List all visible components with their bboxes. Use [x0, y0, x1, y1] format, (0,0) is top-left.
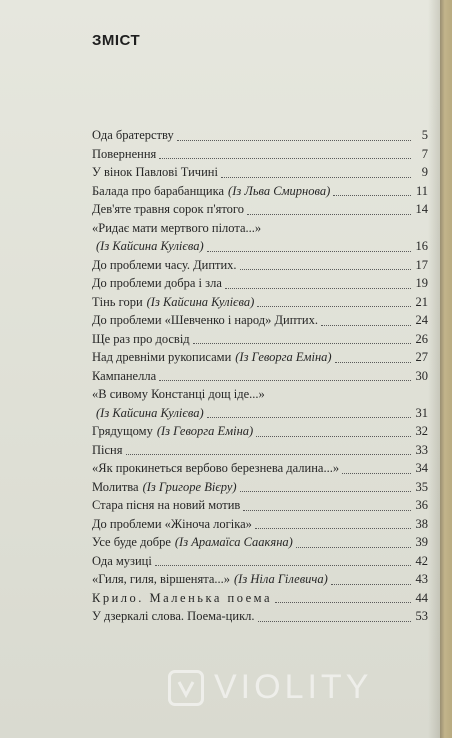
toc-entry: [92, 554, 428, 573]
toc-entry-translation-note: (Із Геворга Еміна): [235, 350, 332, 364]
toc-leader-dots: [342, 473, 411, 474]
toc-entry-title: Крило. Маленька поема: [92, 590, 273, 605]
toc-entry: [92, 202, 428, 221]
toc-entry-title: «Як прокинеться вербово березнева далина...»: [92, 461, 340, 475]
toc-leader-dots: [207, 417, 411, 418]
toc-entry: [92, 572, 428, 591]
toc-page-number: 38: [415, 516, 428, 531]
toc-page-number: 24: [415, 313, 428, 327]
toc-leader-dots: [275, 602, 411, 603]
toc-entry-translation-note: (Із Кайсина Кулієва): [96, 405, 204, 420]
toc-page-number: 32: [415, 424, 428, 438]
toc-entry-title: Ще раз про досвід: [92, 331, 190, 346]
toc-page-number: 9: [421, 165, 428, 179]
toc-entry-title: У вінок Павлові Тичині: [92, 165, 218, 179]
toc-entry-title: До проблеми «Шевченко і народ» Диптих.: [92, 313, 318, 327]
toc-entry: [92, 443, 428, 462]
toc-leader-dots: [258, 621, 412, 622]
toc-page-number: 42: [415, 553, 428, 568]
page-gutter-shadow: [428, 0, 440, 738]
toc-entry: [92, 276, 428, 295]
toc-entry: [92, 258, 428, 277]
toc-page-number: 19: [415, 276, 428, 290]
toc-entry: [92, 221, 428, 240]
toc-page-number: 31: [415, 405, 428, 420]
toc-entry: [92, 498, 428, 517]
toc-leader-dots: [221, 177, 411, 178]
toc-leader-dots: [296, 547, 411, 548]
toc-leader-dots: [333, 195, 411, 196]
toc-entry: [92, 406, 428, 425]
toc-entry-translation-note: (Із Григоре Вієру): [142, 479, 237, 494]
toc-entry-translation-note: (Із Льва Смирнова): [228, 183, 331, 198]
toc-entry-title: Дев'яте травня сорок п'ятого: [92, 202, 244, 216]
toc-entry: [92, 239, 428, 258]
toc-entry-title: Усе буде добре: [92, 535, 171, 549]
toc-page-number: 43: [415, 572, 428, 586]
toc-page-number: 35: [415, 479, 428, 494]
toc-entry: [92, 295, 428, 314]
toc-entry-title: До проблеми часу. Диптих.: [92, 257, 237, 272]
toc-leader-dots: [126, 454, 412, 455]
page-heading: ЗМІСТ: [92, 32, 141, 49]
toc-entry: [92, 350, 428, 369]
toc-entry-title: У дзеркалі слова. Поема-цикл.: [92, 609, 255, 623]
toc-leader-dots: [257, 306, 411, 307]
toc-page-number: 34: [415, 461, 428, 475]
toc-entry: [92, 165, 428, 184]
toc-entry: [92, 369, 428, 388]
toc-leader-dots: [240, 491, 411, 492]
toc-leader-dots: [335, 362, 411, 363]
toc-entry: [92, 128, 428, 147]
toc-leader-dots: [240, 269, 411, 270]
toc-entry: [92, 332, 428, 351]
toc-entry-title: «В сивому Констанці дощ іде...»: [92, 387, 265, 401]
toc-entry-translation-note: (Із Геворга Еміна): [156, 424, 254, 438]
toc-leader-dots: [243, 510, 411, 511]
toc-page-number: 30: [415, 368, 428, 383]
toc-leader-dots: [256, 436, 411, 437]
toc-entry-translation-note: (Із Арамаїса Саакяна): [174, 535, 293, 549]
toc-entry-title: Ода музиці: [92, 553, 152, 568]
toc-page-number: 17: [415, 257, 428, 272]
toc-page-number: 26: [415, 331, 428, 346]
toc-entry: [92, 461, 428, 480]
toc-entry: [92, 424, 428, 443]
toc-entry-title: Тінь гори: [92, 294, 143, 309]
watermark-logo-icon: [168, 670, 204, 706]
toc-entry-title: Над древніми рукописами: [92, 350, 232, 364]
toc-page-number: 27: [415, 350, 428, 364]
toc-entry: [92, 313, 428, 332]
toc-leader-dots: [255, 528, 411, 529]
toc-page-number: 44: [415, 590, 428, 605]
toc-entry-title: До проблеми «Жіноча логіка»: [92, 516, 252, 531]
toc-entry: [92, 147, 428, 166]
table-of-contents: [92, 128, 428, 628]
toc-page-number: 53: [415, 609, 428, 623]
toc-page-number: 14: [415, 202, 428, 216]
toc-entry-title: «Гиля, гиля, віршенята...»: [92, 572, 231, 586]
toc-page-number: 39: [415, 535, 428, 549]
toc-entry: [92, 517, 428, 536]
toc-leader-dots: [159, 158, 411, 159]
toc-leader-dots: [247, 214, 411, 215]
toc-leader-dots: [159, 380, 411, 381]
toc-entry-title: До проблеми добра і зла: [92, 276, 222, 290]
toc-page-number: 7: [421, 146, 428, 161]
toc-entry: [92, 184, 428, 203]
toc-entry-title: Стара пісня на новий мотив: [92, 498, 241, 512]
watermark-text: VIOLITY: [214, 668, 373, 706]
toc-entry-title: Ода братерству: [92, 128, 174, 142]
toc-leader-dots: [225, 288, 411, 289]
toc-entry-title: Грядущому: [92, 424, 153, 438]
toc-entry-title: Пісня: [92, 442, 123, 457]
toc-leader-dots: [331, 584, 411, 585]
toc-page-number: 16: [415, 239, 428, 253]
toc-entry: [92, 535, 428, 554]
toc-page-number: 11: [415, 183, 428, 198]
toc-entry: [92, 480, 428, 499]
toc-entry: [92, 387, 428, 406]
toc-page-number: 21: [415, 294, 428, 309]
toc-page-number: 5: [421, 128, 428, 142]
toc-entry: [92, 591, 428, 610]
toc-page-number: 36: [415, 498, 428, 512]
toc-entry-translation-note: (Із Ніла Гілевича): [234, 572, 328, 586]
toc-leader-dots: [207, 251, 411, 252]
toc-entry-title: Балада про барабанщика: [92, 183, 225, 198]
toc-leader-dots: [177, 140, 411, 141]
toc-entry-translation-note: (Із Кайсина Кулієва): [146, 294, 255, 309]
toc-entry-title: «Ридає мати мертвого пілота...»: [92, 220, 262, 235]
toc-entry: [92, 609, 428, 628]
toc-entry-translation-note: (Із Кайсина Кулієва): [96, 239, 204, 253]
book-edge: [440, 0, 452, 738]
toc-leader-dots: [155, 565, 411, 566]
toc-entry-title: Молитва: [92, 479, 139, 494]
toc-leader-dots: [321, 325, 411, 326]
toc-page-number: 33: [415, 442, 428, 457]
toc-leader-dots: [193, 343, 411, 344]
watermark: [168, 668, 372, 707]
toc-entry-title: Кампанелла: [92, 368, 157, 383]
toc-entry-title: Повернення: [92, 146, 157, 161]
